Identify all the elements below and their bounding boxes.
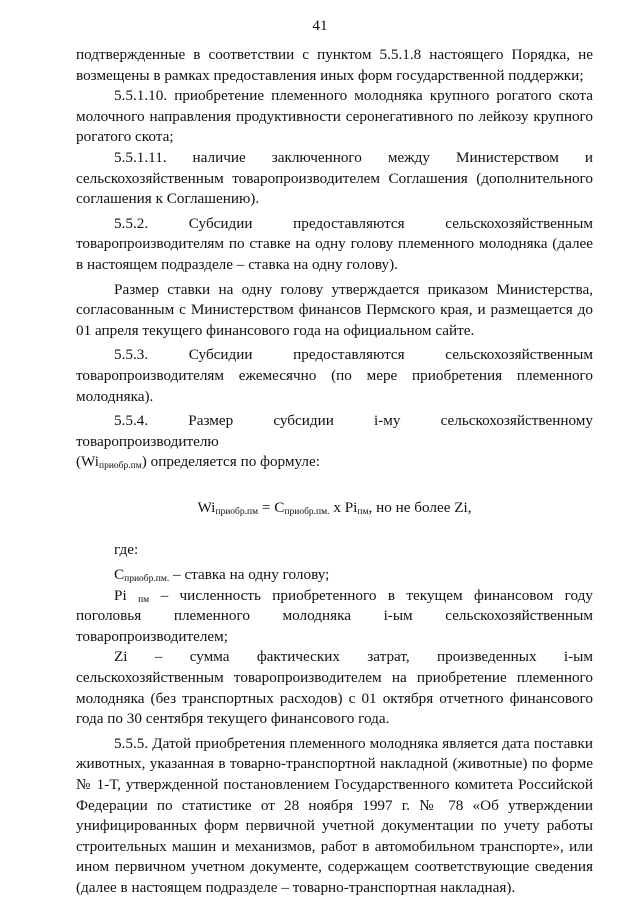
paragraph-continuation: подтвержденные в соответствии с пунктом 5.5.1.8 настоящего Порядка, не возмещены в рамках предоставления иных форм государственной поддержки; <box>76 46 593 84</box>
paragraph-5-5-5: 5.5.5. Датой приобретения племенного молодняка является дата поставки животных, указанная в товарно-транспортной накладной (животные) по форме № 1-Т, утвержденной постановлением Государственного комитета Российской Федерации по статистике от 28 ноября 1997 г. № 78 «Об утверждении унифицированных форм первичной учетной документации по учету работы строительных машин и механизмов, работ в автомобильном транспорте», или ином первичном учетном документе, содержащем соответствующие сведения (далее в настоящем подразделе – товарно-транспортная накладная). <box>76 734 593 896</box>
page-number: 41 <box>312 17 328 34</box>
definition-c: $C_{приобр.пм.}$ – ставка на одну голову; <box>114 566 330 585</box>
where-label: где: <box>114 541 139 559</box>
subsidy-formula: $Wi_{приобр.пм} = C_{приобр.пм.}$ x $Pi_{пм}$, но не более Zi, <box>197 498 472 517</box>
definition-pi: Pi $_{пм}$ – численность приобретенного в текущем финансовом году поголовья племенного молодняка i-ым сельскохозяйственным товаропроизводителем; <box>76 586 593 645</box>
definition-zi: Zi – сумма фактических затрат, произведенных i-ым сельскохозяйственным товаропроизводителем на приобретение племенного молодняка (без транспортных расходов) с 01 октября отчетного финансового года по 30 сентября текущего финансового года. <box>76 648 593 728</box>
paragraph-5-5-4: 5.5.4. Размер субсидии i-му сельскохозяйственному товаропроизводителю <box>76 412 593 450</box>
paragraph-5-5-2: 5.5.2. Субсидии предоставляются сельскохозяйственным товаропроизводителям по ставке на одну голову племенного молодняка (далее в настоящем подразделе – ставка на одну голову). <box>76 214 593 273</box>
paragraph-rate-size: Размер ставки на одну голову утверждается приказом Министерства, согласованным с Министерством финансов Пермского края, и размещается до 01 апреля текущего финансового года на официальном сайте. <box>76 280 593 339</box>
paragraph-5-5-1-10: 5.5.1.10. приобретение племенного молодняка крупного рогатого скота молочного направления продуктивности серонегативного по лейкозу крупного рогатого скота; <box>76 87 593 146</box>
paragraph-5-5-4-continuation: $(Wi_{приобр.пм})$ определяется по формуле: <box>76 453 320 472</box>
paragraph-5-5-3: 5.5.3. Субсидии предоставляются сельскохозяйственным товаропроизводителям ежемесячно (по мере приобретения племенного молодняка). <box>76 346 593 405</box>
paragraph-5-5-1-11: 5.5.1.11. наличие заключенного между Министерством и сельскохозяйственным товаропроизводителем Соглашения (дополнительного соглашения к Соглашению). <box>76 148 593 208</box>
document-body <box>76 45 593 899</box>
